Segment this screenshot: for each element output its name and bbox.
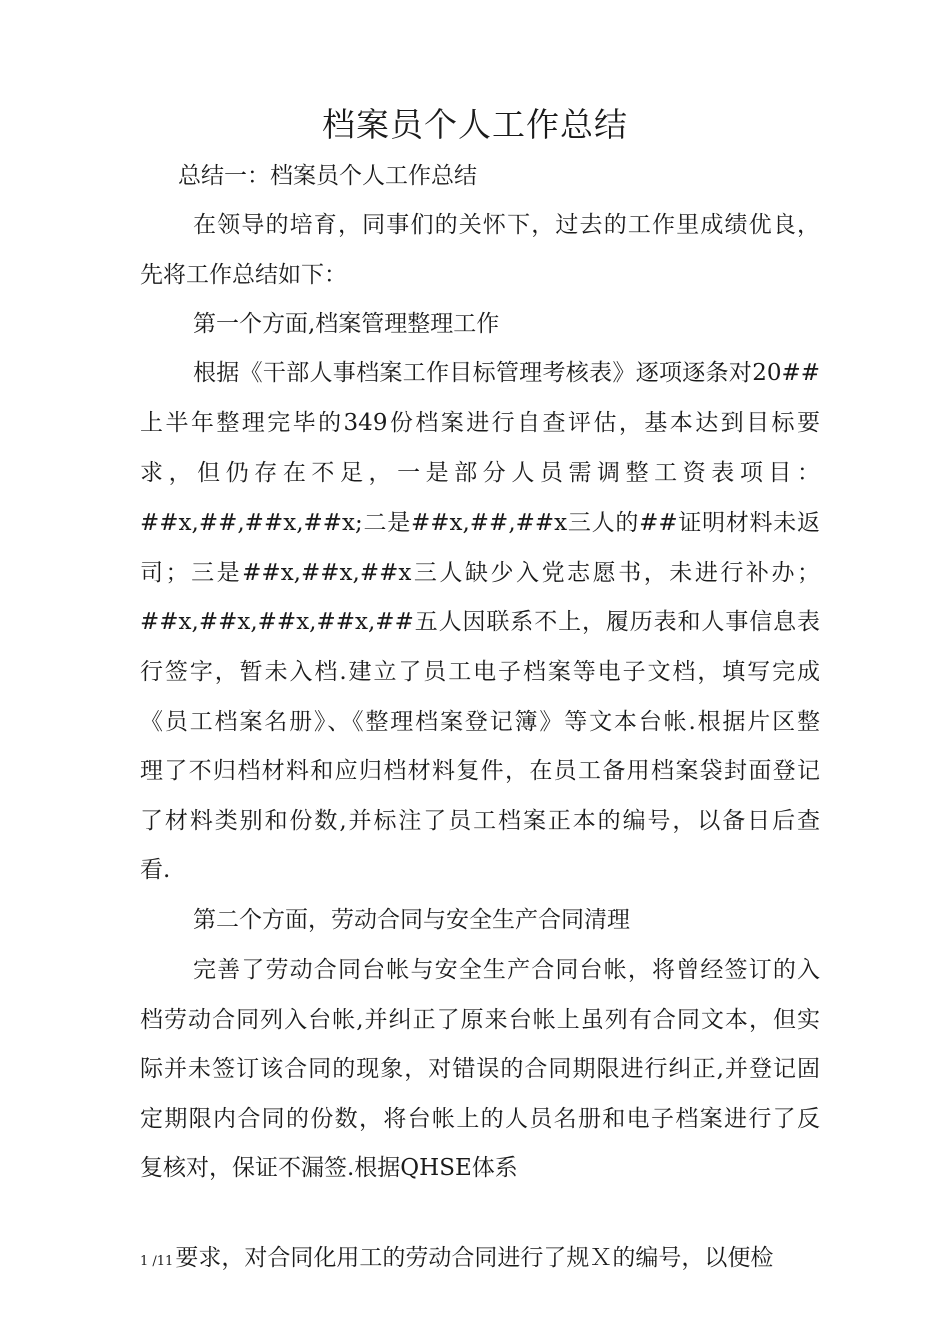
page-indicator: 1 /11 <box>140 1254 174 1269</box>
paragraph-line: 《员工档案名册》、《整理档案登记簿》等文本台帐.根据片区整 <box>140 709 820 735</box>
subheading-2: 第二个方面，劳动合同与安全生产合同清理 <box>193 907 630 933</box>
subheading-1: 第一个方面,档案管理整理工作 <box>193 311 500 337</box>
paragraph-line: 档劳动合同列入台帐,并纠正了原来台帐上虽列有合同文本，但实 <box>140 1007 820 1033</box>
section-heading-1: 总结一：档案员个人工作总结 <box>178 163 477 189</box>
paragraph-line: 根据《干部人事档案工作目标管理考核表》逐项逐条对20## <box>193 360 820 386</box>
paragraph-line: 理了不归档材料和应归档材料复件，在员工备用档案袋封面登记 <box>140 758 820 784</box>
paragraph-line: 上半年整理完毕的349份档案进行自查评估，基本达到目标要 <box>140 410 820 436</box>
document-title: 档案员个人工作总结 <box>322 105 628 144</box>
paragraph-line: ##x,##,##x,##x;二是##x,##,##x三人的##证明材料未返 <box>140 510 820 536</box>
paragraph-line: 求，但仍存在不足，一是部分人员需调整工资表项目： <box>140 460 820 486</box>
paragraph-line: 看. <box>140 857 171 883</box>
paragraph-line: 定期限内合同的份数，将台帐上的人员名册和电子档案进行了反 <box>140 1106 820 1132</box>
page-footer <box>140 1241 773 1279</box>
footer-text: 要求，对合同化用工的劳动合同进行了规Ｘ的编号，以便检 <box>175 1245 774 1271</box>
paragraph-line: 司；三是##x,##x,##x三人缺少入党志愿书，未进行补办； <box>140 560 820 586</box>
paragraph-line: 先将工作总结如下： <box>140 262 347 288</box>
paragraph-line: 在领导的培育，同事们的关怀下，过去的工作里成绩优良， <box>193 212 820 238</box>
paragraph-line: 际并未签订该合同的现象，对错误的合同期限进行纠正,并登记固 <box>140 1056 820 1082</box>
paragraph-line: 复核对，保证不漏签.根据QHSE体系 <box>140 1155 518 1181</box>
paragraph-line: 行签字，暂未入档.建立了员工电子档案等电子文档，填写完成 <box>140 659 820 685</box>
paragraph-line: 了材料类别和份数,并标注了员工档案正本的编号，以备日后查 <box>140 808 820 834</box>
paragraph-line: ##x,##x,##x,##x,##五人因联系不上，履历表和人事信息表 <box>140 609 820 635</box>
paragraph-line: 完善了劳动合同台帐与安全生产合同台帐，将曾经签订的入 <box>193 957 820 983</box>
